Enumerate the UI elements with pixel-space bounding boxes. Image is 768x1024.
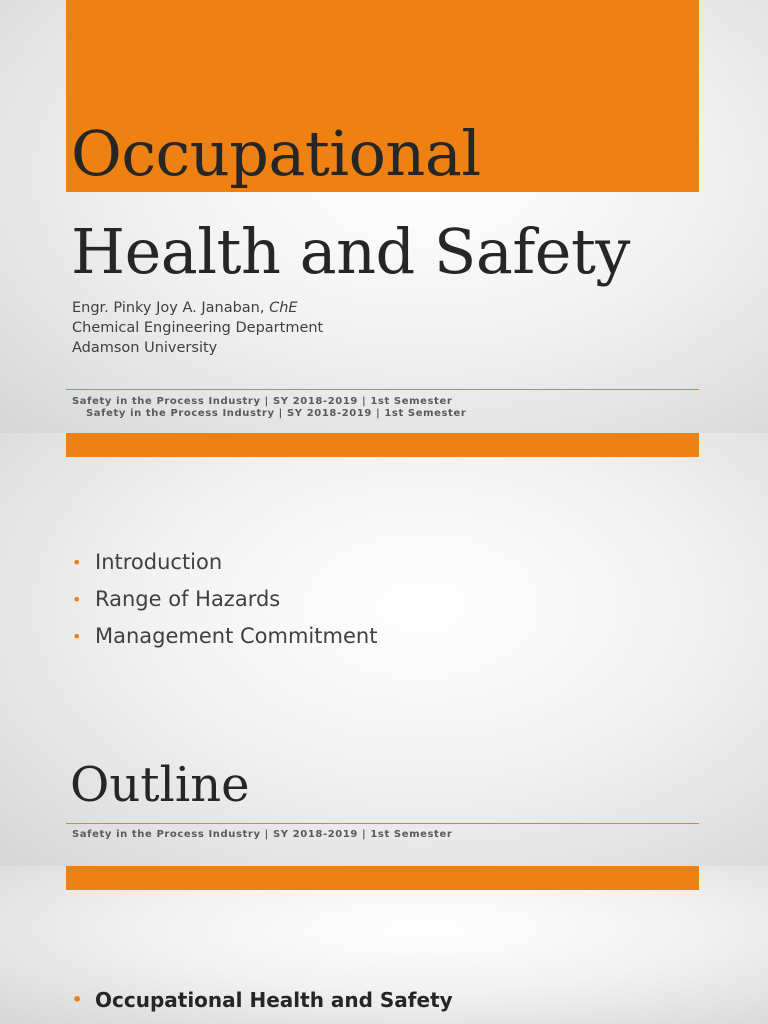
university: Adamson University bbox=[72, 340, 218, 356]
bullet-dot-icon: • bbox=[72, 627, 82, 646]
author-name-line bbox=[72, 298, 323, 318]
list-item bbox=[72, 618, 377, 655]
footer-divider bbox=[66, 389, 699, 390]
outline-bullet-list bbox=[72, 544, 377, 655]
bullet-dot-icon: • bbox=[72, 553, 82, 572]
list-item-label: Occupational Health and Safety bbox=[95, 988, 453, 1012]
outline-slide bbox=[0, 433, 768, 866]
list-item-label: Introduction bbox=[95, 550, 223, 574]
footer-text-secondary: Safety in the Process Industry | SY 2018-2019 | 1st Semester bbox=[86, 408, 467, 419]
author-name: Engr. Pinky Joy A. Janaban, bbox=[72, 300, 270, 316]
outline-top-accent-block bbox=[66, 433, 699, 457]
author-suffix: ChE bbox=[269, 300, 298, 316]
list-item-label: Range of Hazards bbox=[95, 587, 281, 611]
slide-title: Outline bbox=[70, 757, 250, 813]
list-item-label: Management Commitment bbox=[95, 624, 378, 648]
footer-text: Safety in the Process Industry | SY 2018-2019 | 1st Semester bbox=[72, 829, 453, 840]
slide-title-line1: Occupational bbox=[71, 117, 481, 190]
list-item bbox=[72, 581, 377, 618]
bullet-dot-icon: • bbox=[72, 590, 82, 609]
list-item bbox=[72, 980, 453, 1020]
footer-divider bbox=[66, 823, 699, 824]
footer-text-primary: Safety in the Process Industry | SY 2018-2019 | 1st Semester bbox=[72, 396, 453, 407]
slide-title-line2: Health and Safety bbox=[71, 215, 630, 288]
author-block bbox=[72, 298, 323, 358]
content-slide bbox=[0, 866, 768, 1024]
list-item bbox=[72, 544, 377, 581]
department: Chemical Engineering Department bbox=[72, 320, 324, 336]
content-top-accent-block bbox=[66, 866, 699, 890]
title-slide bbox=[0, 0, 768, 433]
bullet-dot-icon: • bbox=[72, 990, 83, 1009]
